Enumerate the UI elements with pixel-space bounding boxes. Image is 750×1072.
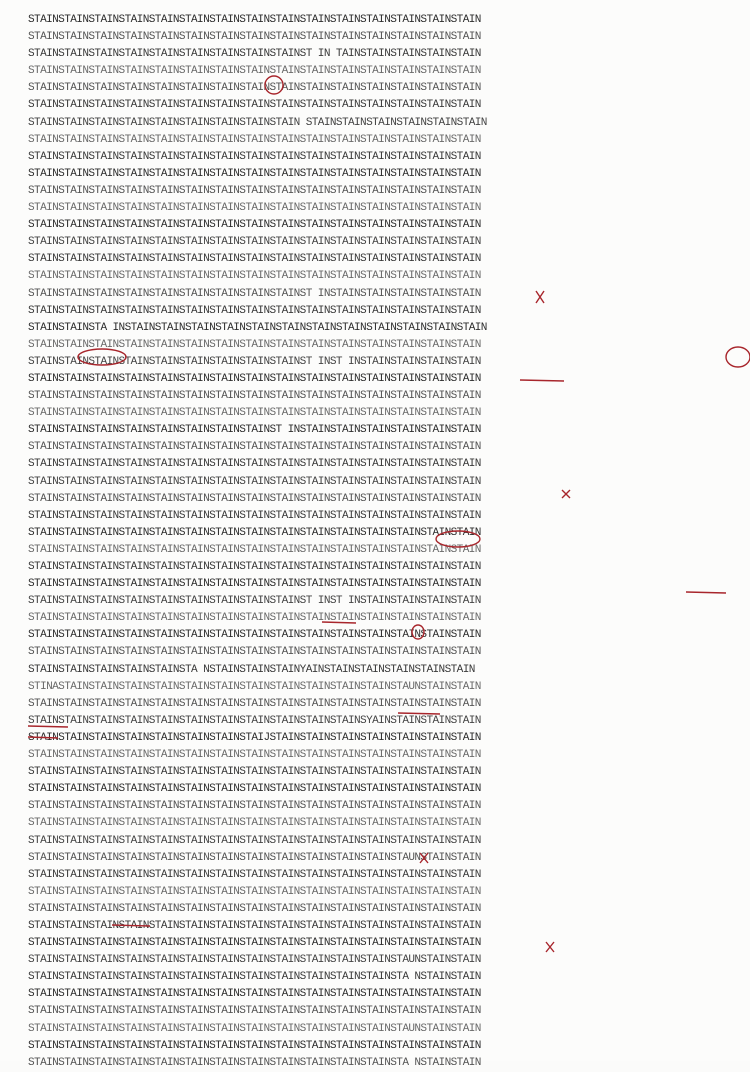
typed-line: STAINSTAINSTAINSTAINSTAINSTAINSTAINSTAINSTAINSTAINSTAINSTAINSTAINSTAINSTAIN xyxy=(28,612,481,625)
typed-line: STAINSTAINSTAINSTAINSTAINSTAINSTAINSTAINSTAINSTAINSTAINSTAINSTAUNSTAINSTAIN xyxy=(28,1022,481,1035)
typed-line: STAINSTAINSTAINSTAINSTAINSTAINSTAINSTAINSTAINSTAINSTAINSTAINSTAUNSTAINSTAIN xyxy=(28,851,481,864)
typed-line: STAINSTAINSTAINSTAINSTAINSTAINSTAINSTAINSTAINSTAINSTAINSTAINSTAINSTAINSTAIN xyxy=(28,937,481,950)
typed-line: STAINSTAINSTAINSTAINSTAINSTAINSTAINSTAINSTAINSTAINSTAINSTAINSTAINSTAINSTAIN xyxy=(28,988,481,1001)
typed-line: STAINSTAINSTAINSTAINSTAINSTAINSTAINSTAINSTAINSTAINSTAINSTAINSTAINSTAINSTAIN xyxy=(28,14,481,26)
typed-line: STAINSTAINSTAINSTAINSTAINSTAINSTAINSTAINSTAINSTAINSTAINSTAINSTAINSTAINSTAIN xyxy=(28,270,481,283)
typed-line: STAINSTAINSTAINSTAINSTAINSTAINSTAINSTAINSTAINSTAINSTAINSTAINSTAINSTAINSTAIN xyxy=(28,475,481,488)
typed-line: STAINSTAINSTAINSTAINSTAINSTAINSTAINSTAINSTAIN STAINSTAINSTAINSTAINSTAINSTAIN xyxy=(28,116,487,129)
typed-line: STAINSTAINSTAINSTAINSTAINSTAINSTAINSTAINSTAINSTAINSTAINSTAINSTAINSTAINSTAIN xyxy=(28,150,481,163)
typed-line: STAINSTAINSTAINSTAINSTAINSTAINSTAINSTAINSTAINSTAINSTAINSTAINSTAINSTAINSTAIN xyxy=(28,31,481,44)
typed-line: STAINSTAINSTAINSTAINSTAINSTAINSTAINSTAINSTAINSTAINSTAINSTAINSTAINSTAINSTAIN xyxy=(28,561,481,573)
typed-line: STAINSTAINSTAINSTAINSTAINSTAINSTAINSTAINSTAINSTAINSTAINSYAINSTAINSTAINSTAIN xyxy=(28,714,481,727)
typed-line: STAINSTAINSTAINSTAINSTAINSTAINSTAINSTAINSTAINSTAINSTAINSTAINSTAINSTAINSTAIN xyxy=(28,167,481,180)
typed-line: STAINSTAINSTAINSTAINSTAINSTAINSTAINSTAINSTAINSTAINSTAINSTAINSTAINSTAINSTAIN xyxy=(28,202,481,215)
typed-line: STAINSTAINSTAINSTAINSTAINSTAINSTAINSTAINSTAINSTAINSTAINSTAINSTAINSTAINSTAIN xyxy=(28,578,481,591)
typed-line: STAINSTAINSTAINSTAINSTAINSTAINSTAINSTAINSTAINSTAINSTAINSTAINSTAINSTAINSTAIN xyxy=(28,407,481,420)
typed-line: STAINSTAINSTAINSTAINSTAINSTAINSTAINSTAINSTAINSTAINSTAINSTAINSTAINSTAINSTAIN xyxy=(28,749,481,762)
typed-line: STAINSTAINSTAINSTAINSTAINSTAINSTAINSTAINSTAINSTAINSTAINSTAINSTAINSTAINSTAIN xyxy=(28,82,481,95)
typed-line: STAINSTAINSTAINSTAINSTAINSTAINSTAINSTAINSTAINSTAINSTAINSTAINSTAINSTAINSTAIN xyxy=(28,184,481,197)
typed-line: STAINSTAINSTAINSTAINSTAINSTAINSTAINSTAINST INSTAINSTAINSTAINSTAINSTAINSTAIN xyxy=(28,424,481,437)
typed-line: STAINSTAINSTAINSTAINSTAINSTAINSTAINSTAINSTAINSTAINSTAINSTAINSTAINSTAINSTAIN xyxy=(28,219,481,232)
typed-line: STAINSTAINSTAINSTAINSTAINSTAINSTAINSTAINSTAINSTAINSTAINSTAINSTAINSTAINSTAIN xyxy=(28,817,481,830)
typed-line: STINASTAINSTAINSTAINSTAINSTAINSTAINSTAINSTAINSTAINSTAINSTAINSTAUNSTAINSTAIN xyxy=(28,680,481,693)
typed-line: STAINSTAINSTAINSTAINSTAINSTAINSTAINSTAINSTAINSTAINSTAINSTAINSTAINSTAINSTAIN xyxy=(28,834,481,847)
typed-line: STAINSTAINSTAINSTAINSTAINSTAINSTAINSTAINSTAINSTAINSTAINSTAINSTAINSTAINSTAIN xyxy=(28,526,481,539)
typed-line: STAINSTAINSTAINSTAINSTAINSTAINSTAINSTAIJSTAINSTAINSTAINSTAINSTAINSTAINSTAIN xyxy=(28,731,481,744)
typed-line: STAINSTAINSTA INSTAINSTAINSTAINSTAINSTAINSTAINSTAINSTAINSTAINSTAINSTAINSTAIN xyxy=(28,321,487,334)
typed-line: STAINSTAINSTAINSTAINSTAINSTAINSTAINSTAINSTAINSTAINSTAINSTAINSTAINSTAINSTAIN xyxy=(28,509,481,522)
typed-line: STAINSTAINSTAINSTAINSTAINSTAINSTAINSTAINSTAINSTAINSTAINSTAINSTAINSTAINSTAIN xyxy=(28,492,481,505)
typed-line: STAINSTAINSTAINSTAINSTAINSTAINSTAINSTAINSTAINSTAINSTAINSTAINSTAINSTAINSTAIN xyxy=(28,885,481,898)
typed-line: STAINSTAINSTAINSTAINSTAINSTAINSTAINSTAINSTAINSTAINSTAINSTAINSTAINSTAINSTAIN xyxy=(28,338,481,351)
typed-line: STAINSTAINSTAINSTAINSTAINSTAINSTAINSTAINSTAINSTAINSTAINSTAINSTAINSTAINSTAIN xyxy=(28,919,481,932)
typed-line: STAINSTAINSTAINSTAINSTAINSTAINSTAINSTAINSTAINSTAINSTAINSTAINSTAINSTAINSTAIN xyxy=(28,133,481,146)
typed-line: STAINSTAINSTAINSTAINSTAINSTAINSTAINSTAINSTAINSTAINSTAINSTAINSTAINSTAINSTAIN xyxy=(28,629,481,642)
typed-line: STAINSTAINSTAINSTAINSTAINSTAINSTAINSTAINSTAINSTAINSTAINSTAINSTAINSTAINSTAIN xyxy=(28,543,481,556)
typed-line: STAINSTAINSTAINSTAINSTAINSTAINSTAINSTAINSTAINSTAINSTAINSTAINSTAINSTAINSTAIN xyxy=(28,1005,481,1018)
typed-line: STAINSTAINSTAINSTAINSTAINSTAINSTAINSTAINSTAINSTAINSTAINSTAINSTAINSTAINSTAIN xyxy=(28,1039,481,1052)
typed-line: STAINSTAINSTAINSTAINSTAINSTAINSTAINSTAINSTAINSTAINSTAINSTAINSTAINSTAINSTAIN xyxy=(28,390,481,403)
typed-text-block xyxy=(28,12,750,1072)
typed-line: STAINSTAINSTAINSTAINSTAINSTAINSTAINSTAINSTAINSTAINSTAINSTAINSTA NSTAINSTAIN xyxy=(28,971,481,984)
typed-line: STAINSTAINSTAINSTAINSTAINSTAINSTAINSTAINSTAINSTAINSTAINSTAINSTAINSTAINSTAIN xyxy=(28,372,481,385)
typed-line: STAINSTAINSTAINSTAINSTAINSTAINSTAINSTAINSTAINSTAINSTAINSTAINSTAINSTAINSTAIN xyxy=(28,697,481,710)
typed-line: STAINSTAINSTAINSTAINSTAINSTAINSTAINSTAINSTAINSTAINSTAINSTAINSTAINSTAINSTAIN xyxy=(28,441,481,454)
typed-line: STAINSTAINSTAINSTAINSTAINSTAINSTAINSTAINSTAINSTAINSTAINSTAINSTAINSTAINSTAIN xyxy=(28,783,481,796)
typed-line: STAINSTAINSTAINSTAINSTAINSTAINSTAINSTAINSTAINST INST INSTAINSTAINSTAINSTAIN xyxy=(28,355,481,368)
typed-line: STAINSTAINSTAINSTAINSTAINSTAINSTAINSTAINSTAINSTAINSTAINSTAINSTAINSTAINSTAIN xyxy=(28,253,481,266)
typed-line: STAINSTAINSTAINSTAINSTAINSTAINSTAINSTAINSTAINSTAINSTAINSTAINSTAINSTAINSTAIN xyxy=(28,99,481,112)
typed-line: STAINSTAINSTAINSTAINSTAINSTAINSTAINSTAINSTAINSTAINSTAINSTAINSTA NSTAINSTAIN xyxy=(28,1056,481,1069)
typed-line: STAINSTAINSTAINSTAINSTAINSTAINSTAINSTAINSTAINST INST INSTAINSTAINSTAINSTAIN xyxy=(28,595,481,608)
typed-line: STAINSTAINSTAINSTAINSTAINSTAINSTAINSTAINSTAINSTAINSTAINSTAINSTAINSTAINSTAIN xyxy=(28,868,481,881)
typed-line: STAINSTAINSTAINSTAINSTAINSTAINSTAINSTAINSTAINSTAINSTAINSTAINSTAINSTAINSTAIN xyxy=(28,766,481,779)
typed-line: STAINSTAINSTAINSTAINSTAINSTAINSTAINSTAINSTAINST IN TAINSTAINSTAINSTAINSTAIN xyxy=(28,48,481,61)
typed-line: STAINSTAINSTAINSTAINSTAINSTA NSTAINSTAINSTAINYAINSTAINSTAINSTAINSTAINSTAIN xyxy=(28,663,475,676)
typed-line: STAINSTAINSTAINSTAINSTAINSTAINSTAINSTAINSTAINSTAINSTAINSTAINSTAINSTAINSTAIN xyxy=(28,902,481,915)
typed-line: STAINSTAINSTAINSTAINSTAINSTAINSTAINSTAINSTAINSTAINSTAINSTAINSTAINSTAINSTAIN xyxy=(28,646,481,659)
typed-line: STAINSTAINSTAINSTAINSTAINSTAINSTAINSTAINSTAINSTAINSTAINSTAINSTAINSTAINSTAIN xyxy=(28,304,481,317)
typed-line: STAINSTAINSTAINSTAINSTAINSTAINSTAINSTAINSTAINST INSTAINSTAINSTAINSTAINSTAIN xyxy=(28,287,481,300)
typed-line: STAINSTAINSTAINSTAINSTAINSTAINSTAINSTAINSTAINSTAINSTAINSTAINSTAUNSTAINSTAIN xyxy=(28,954,481,967)
typed-line: STAINSTAINSTAINSTAINSTAINSTAINSTAINSTAINSTAINSTAINSTAINSTAINSTAINSTAINSTAIN xyxy=(28,236,481,249)
typed-line: STAINSTAINSTAINSTAINSTAINSTAINSTAINSTAINSTAINSTAINSTAINSTAINSTAINSTAINSTAIN xyxy=(28,65,481,78)
typed-line: STAINSTAINSTAINSTAINSTAINSTAINSTAINSTAINSTAINSTAINSTAINSTAINSTAINSTAINSTAIN xyxy=(28,458,481,471)
typed-line: STAINSTAINSTAINSTAINSTAINSTAINSTAINSTAINSTAINSTAINSTAINSTAINSTAINSTAINSTAIN xyxy=(28,800,481,813)
